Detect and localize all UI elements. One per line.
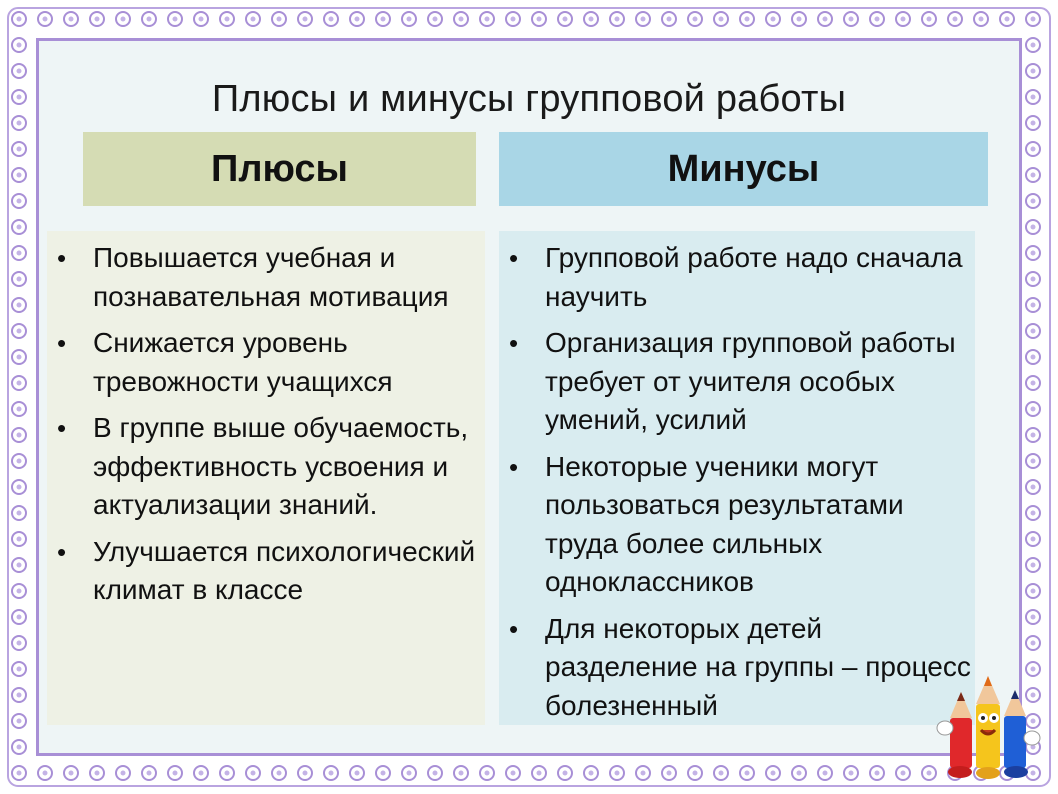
plus-list-item (57, 324, 479, 401)
plus-item-text: Снижается уровень тревожности учащихся (93, 327, 393, 397)
bullet-icon: • (57, 328, 67, 358)
minus-list-item (509, 324, 971, 440)
minus-list (499, 231, 975, 725)
bullet-icon: • (57, 413, 67, 443)
bullet-icon: • (57, 243, 67, 273)
bullet-icon: • (509, 613, 519, 644)
minus-item-text: Для некоторых детей разделение на группы – процесс болезненный (545, 612, 971, 721)
bullet-icon: • (57, 536, 67, 567)
plus-list-panel (47, 231, 485, 725)
plus-list-item (57, 409, 479, 525)
minus-header: Минусы (499, 132, 988, 206)
slide-title: Плюсы и минусы групповой работы (211, 78, 847, 120)
plus-list-item (57, 239, 479, 316)
plus-item-text: В группе выше обучаемость, эффективность усвоения и актуализации знаний. (93, 412, 469, 520)
plus-list (47, 231, 485, 610)
minus-list-item (509, 610, 971, 726)
bullet-icon: • (509, 243, 519, 273)
minus-item-text: Некоторые ученики могут пользоваться результатами труда более сильных одноклассников (545, 450, 904, 597)
pencil-characters-icon (936, 666, 1046, 787)
plus-item-text: Улучшается психологический климат в классе (93, 535, 476, 605)
plus-header: Плюсы (83, 132, 476, 206)
bullet-icon: • (509, 451, 519, 482)
plus-list-item (57, 533, 479, 610)
plus-item-text: Повышается учебная и познавательная мотивация (93, 242, 449, 312)
minus-list-item (509, 448, 971, 602)
minus-list-item (509, 239, 971, 316)
bullet-icon: • (509, 328, 519, 358)
minus-item-text: Групповой работе надо сначала научить (545, 242, 963, 312)
minus-list-panel (499, 231, 975, 725)
minus-item-text: Организация групповой работы требует от учителя особых умений, усилий (545, 327, 956, 435)
